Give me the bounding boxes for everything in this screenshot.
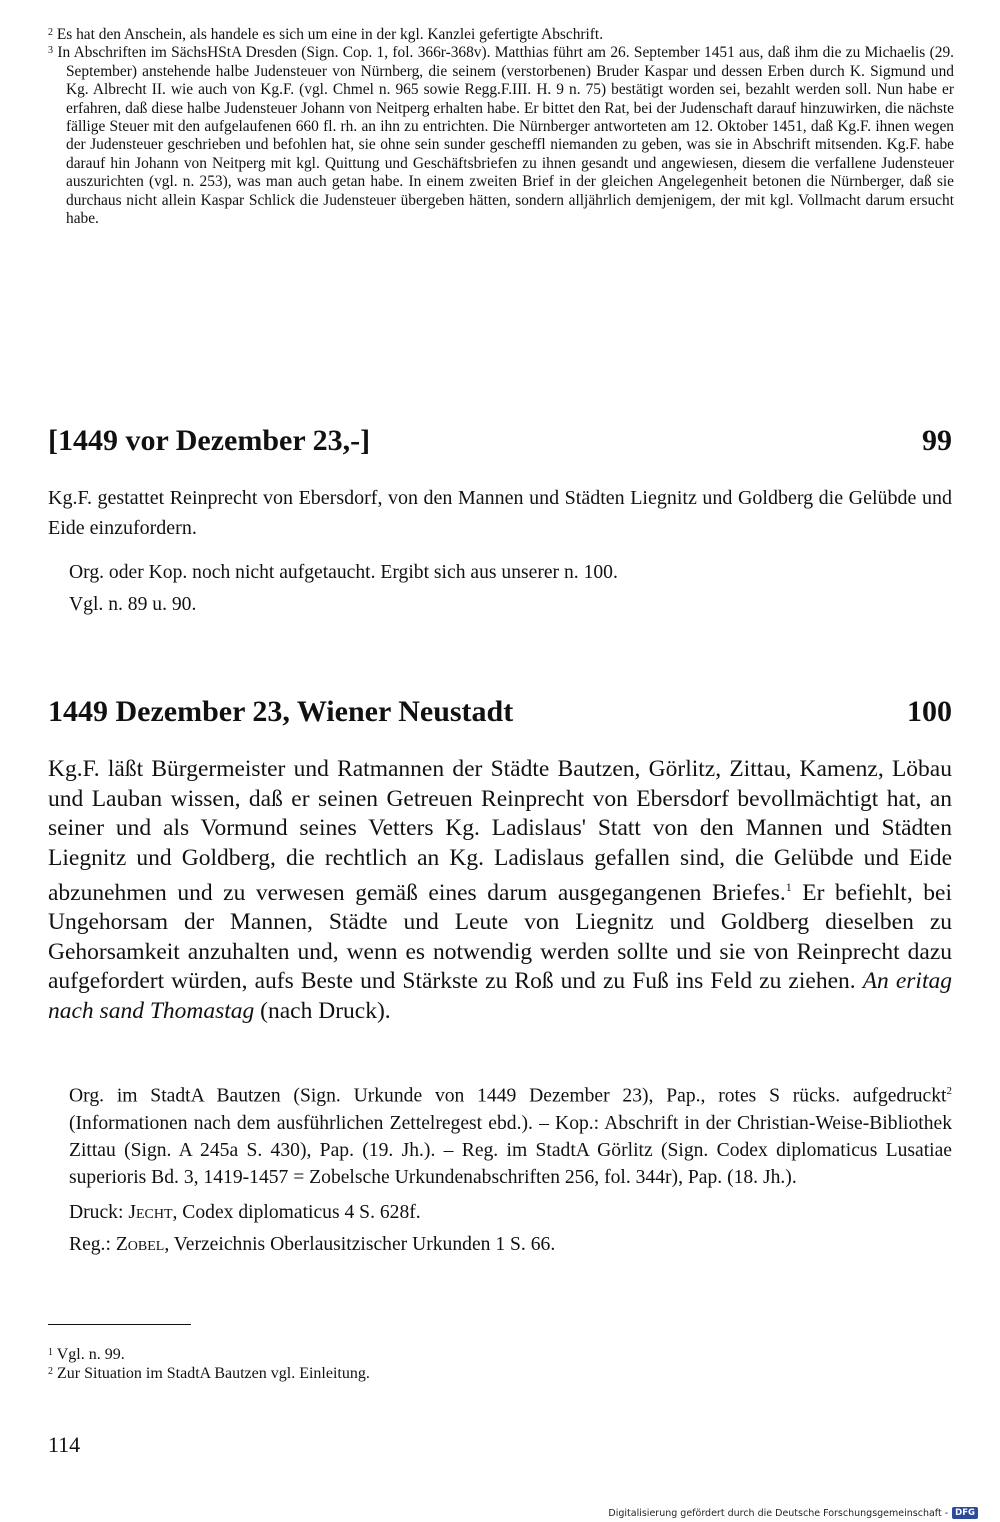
entry-100-reg: Reg.: Zobel, Verzeichnis Oberlausitzischer Urkunden 1 S. 66. (69, 1233, 556, 1255)
footer-text: Digitalisierung gefördert durch die Deutsche Forschungsgemeinschaft - (608, 1507, 949, 1519)
page-number: 114 (48, 1432, 81, 1457)
bottom-footnote-1: $^1$ Vgl. n. 99. (48, 1346, 125, 1363)
entry-100-text: Kg.F. läßt Bürgermeister und Ratmannen der Städte Bautzen, Görlitz, Zittau, Kamenz, Löbau und Lauban wissen, daß er seinen Getreuen Reinprecht von Ebersdorf bevollmächtigt hat, an seiner und als Vormund seines Vetters Kg. Ladislaus' Statt von den Mannen und Städten Liegnitz und Goldberg, die rechtlich an Kg. Ladislaus gefallen sind, die Gelübde und Eide abzunehmen und zu verwesen gemäß eines darum ausgegangenen Briefes.$^1$ Er befiehlt, bei Ungehorsam der Mannen, Städte und Leute von Liegnitz und Goldberg dieselben zu Gehorsamkeit anzuhalten und, wenn es notwendig werden sollte und sie von Reinprecht dazu aufgefordert würden, aufs Beste und Stärkste zu Roß und zu Fuß ins Feld zu ziehen. An eritag nach sand Thomastag (nach Druck). (48, 756, 952, 1024)
footnote-rule (48, 1324, 191, 1325)
entry-100-heading (48, 695, 952, 729)
bottom-footnotes (48, 1345, 370, 1383)
digitization-footer (608, 1507, 978, 1519)
entry-100-notes (69, 1078, 952, 1258)
footnote-3: $^3$ In Abschriften im SächsHStA Dresden (Sign. Cop. 1, fol. 366r-368v). Matthias führt am 26. September 1451 aus, daß ihm die zu Michaelis (29. September) anstehende halbe Judensteuer von Nürnberg, die seinem (verstorbenen) Bruder Kaspar und dessen Erben durch K. Sigmund und Kg. Albrecht II. wie auch von Kg.F. (vgl. Chmel n. 965 sowie Regg.F.III. H. 9 n. 75) bestätigt worden sei, bezahlt werden soll. Nun habe er erfahren, daß diese halbe Judensteuer Johann von Neitperg erhalten habe. Er bittet den Rat, bei der Judenschaft darauf hinzuwirken, die nächste fällige Steuer mit den aufgelaufenen 660 fl. rh. an ihn zu entrichten. Die Nürnberger antworteten am 12. Oktober 1451, daß Kg.F. ihnen wegen der Judensteuer geschrieben und befohlen hat, sie ohne sein sunder gescheffl niemanden zu geben, was sie in Abschrift mitsenden. Kg.F. habe darauf hin Johann von Neitperg mit kgl. Quittung und Geschäftsbriefen zu ihnen gesandt und angewiesen, diesem die verfallene Judensteuer auszurichten (vgl. n. 253), was man auch getan habe. In einem zweiten Brief in der gleichen Angelegenheit betonen die Nürnberger, daß sie durchaus nicht allein Kaspar Schlick die Judensteuer übergeben hätten, sondern alljährlich demjenigem, der mit kgl. Vollmacht darum ersucht habe. (48, 44, 954, 228)
dfg-logo: DFG (952, 1507, 978, 1519)
entry-99-text: Kg.F. gestattet Reinprecht von Ebersdorf, von den Mannen und Städten Liegnitz und Goldberg die Gelübde und Eide einzufordern. (48, 487, 952, 539)
entry-100-original: Org. im StadtA Bautzen (Sign. Urkunde von 1449 Dezember 23), Pap., rotes S rücks. aufgedruckt$^2$ (Informationen nach dem ausführlichen Zettelregest ebd.). – Kop.: Abschrift in der Christian-Weise-Bibliothek Zittau (Sign. A 245a S. 430), Pap. (19. Jh.). – Reg. im StadtA Görlitz (Sign. Codex diplomaticus Lusatiae superioris Bd. 3, 1419-1457 = Zobelsche Urkundenabschriften 256, fol. 344r), Pap. (18. Jh.). (69, 1085, 952, 1188)
entry-100-druck: Druck: Jecht, Codex diplomaticus 4 S. 628f. (69, 1201, 421, 1223)
entry-100-date: 1449 Dezember 23, Wiener Neustadt (48, 695, 514, 728)
bottom-footnote-2: $^2$ Zur Situation im StadtA Bautzen vgl. Einleitung. (48, 1365, 370, 1382)
top-footnotes (48, 26, 954, 228)
entry-99-heading (48, 424, 952, 458)
entry-99-number: 99 (922, 424, 952, 457)
entry-99-date: [1449 vor Dezember 23,-] (48, 424, 371, 457)
entry-100-number: 100 (907, 695, 952, 728)
footnote-2: $^2$ Es hat den Anschein, als handele es sich um eine in der kgl. Kanzlei gefertigte Abschrift. (48, 26, 604, 43)
entry-99-notes: Org. oder Kop. noch nicht aufgetaucht. Ergibt sich aus unserer n. 100. Vgl. n. 89 u. 90. (69, 562, 618, 615)
